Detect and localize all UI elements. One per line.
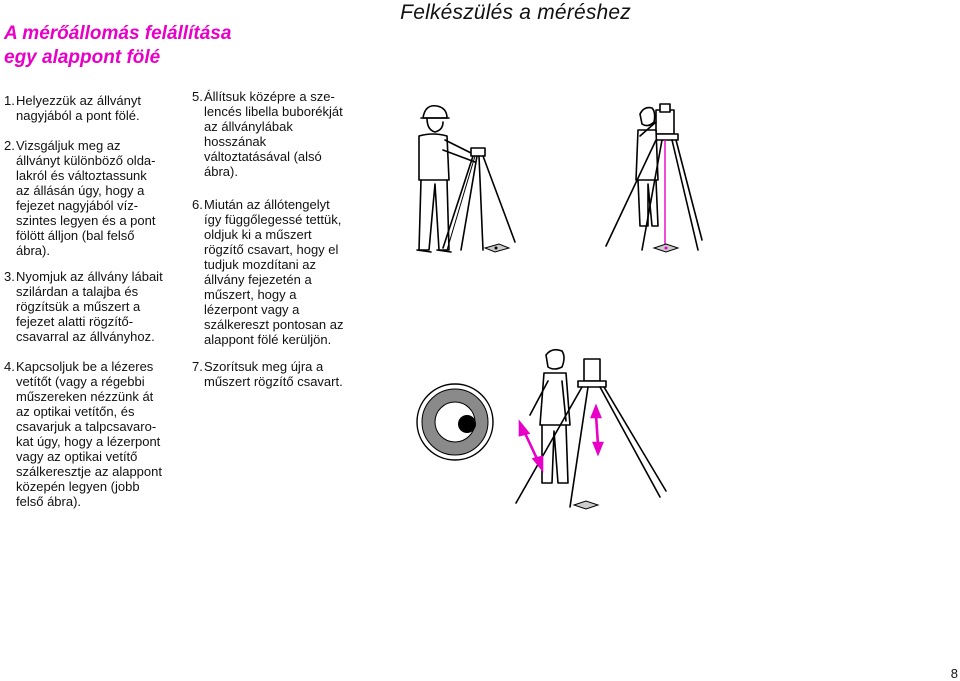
step-text: Szorítsuk meg újra a műszert rögzítő csavart.	[204, 359, 343, 389]
step-text: Kapcsoljuk be a lézeres vetítőt (vagy a régebbi műszereken nézzünk át az optikai vetítőn, és csavarjuk a talpcsavaro- kat úgy, hogy a lézerpont vagy az optikai vetítő szálkeresztje az alappont közepén legyen (jobb felső ábra).	[16, 359, 162, 509]
ground-point-marker	[485, 244, 509, 252]
circular-level-illustration	[415, 382, 495, 462]
step-text: Helyezzük az állványt nagyjából a pont fölé.	[16, 93, 141, 123]
step-1	[4, 93, 174, 125]
step-2	[4, 138, 174, 260]
step-5	[192, 89, 367, 181]
step-text: Nyomjuk az állvány lábait szilárdan a talajba és rögzítsük a műszert a fejezet alatti rögzítő- csavarral az állványhoz.	[16, 269, 163, 344]
step-number: 1.	[4, 93, 15, 108]
step-number: 2.	[4, 138, 15, 153]
page-number: 8	[950, 666, 958, 681]
step-number: 5.	[192, 89, 203, 104]
step-text: Állítsuk középre a sze- lencés libella buborékját az állványlábak hosszának változtatásával (alsó ábra).	[204, 89, 343, 179]
section-title	[4, 22, 231, 70]
step-3	[4, 269, 179, 347]
section-title-line-1: A mérőállomás felállítása	[4, 23, 232, 44]
leg-adjust-illustration	[500, 345, 680, 525]
step-number: 7.	[192, 359, 203, 374]
section-title-line-2: egy alappont fölé	[4, 47, 161, 68]
page-header-title: Felkészülés a méréshez	[400, 1, 631, 24]
step-number: 3.	[4, 269, 15, 284]
step-number: 4.	[4, 359, 15, 374]
tripod-setup-illustration	[405, 100, 535, 265]
step-7	[192, 359, 367, 391]
step-6	[192, 197, 367, 349]
step-4	[4, 359, 179, 511]
step-text: Miután az állótengelyt így függőlegessé tettük, oldjuk ki a műszert rögzítő csavart, hogy el tudjuk mozdítani az állvány fejezetén a műszert, hogy a lézerpont vagy a szálkereszt pontosan az alappont fölé kerüljön.	[204, 197, 344, 347]
step-number: 6.	[192, 197, 203, 212]
laser-plumb-illustration	[600, 100, 705, 270]
level-bubble	[458, 415, 476, 433]
ground-point-marker	[654, 244, 678, 252]
step-text: Vizsgáljuk meg az állványt különböző olda- lakról és változtassunk az állásán úgy, hogy a fejezet nagyjából víz- szintes legyen és a pont fölött álljon (bal felső ábra).	[16, 138, 156, 258]
ground-point-marker	[574, 501, 598, 509]
